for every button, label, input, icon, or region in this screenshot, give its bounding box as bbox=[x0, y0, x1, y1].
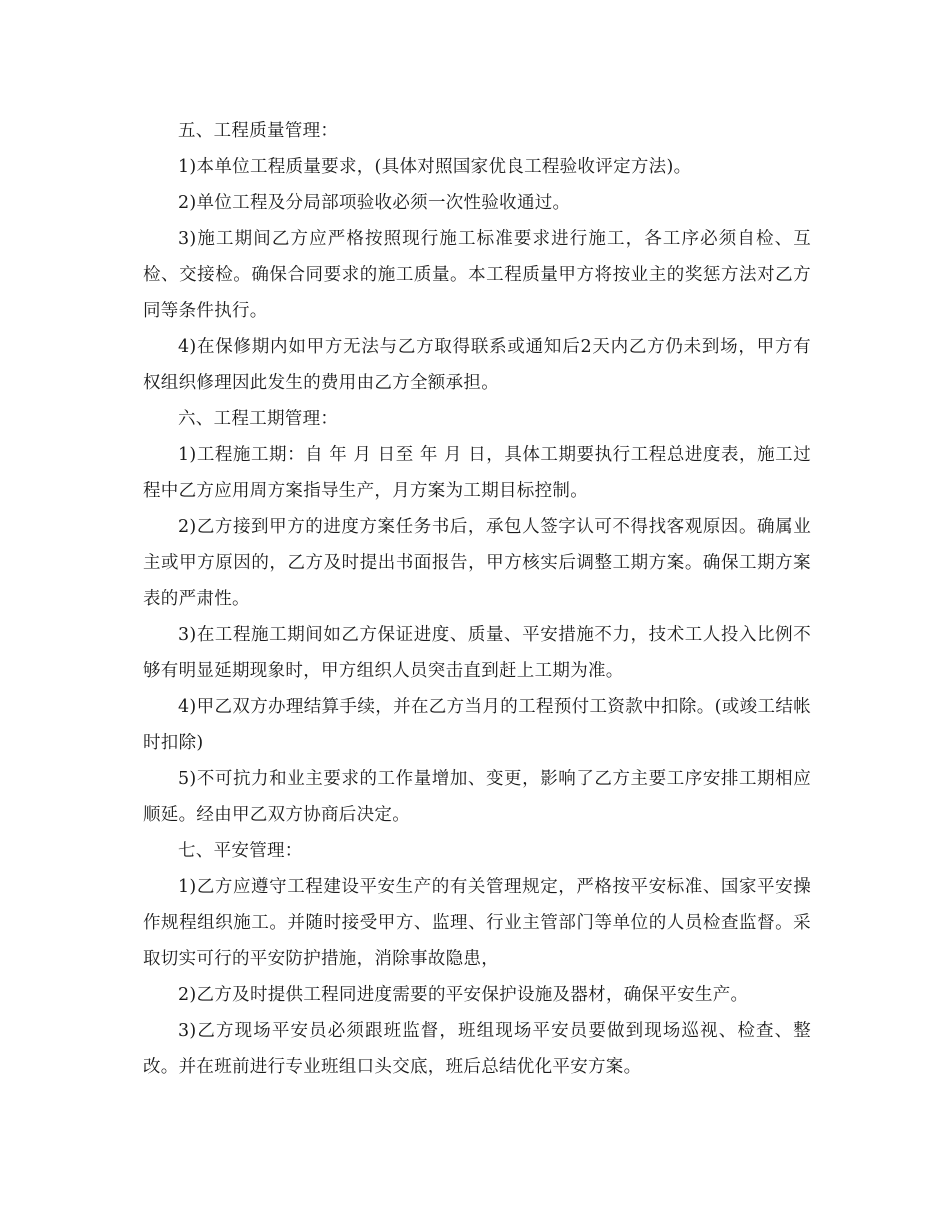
paragraph: 2)乙方接到甲方的进度方案任务书后，承包人签字认可不得找客观原因。确属业主或甲方原因的，乙方及时提出书面报告，甲方核实后调整工期方案。确保工期方案表的严肃性。 bbox=[143, 517, 811, 609]
paragraph: 1)工程施工期：自 年 月 日至 年 月 日，具体工期要执行工程总进度表，施工过程中乙方应用周方案指导生产，月方案为工期目标控制。 bbox=[143, 445, 811, 501]
section-heading-quality: 五、工程质量管理： bbox=[178, 121, 339, 141]
paragraph: 1)本单位工程质量要求，(具体对照国家优良工程验收评定方法)。 bbox=[178, 157, 692, 177]
paragraph: 5)不可抗力和业主要求的工作量增加、变更，影响了乙方主要工序安排工期相应顺延。经由甲乙双方协商后决定。 bbox=[143, 769, 811, 825]
paragraph: 4)甲乙双方办理结算手续，并在乙方当月的工程预付工资款中扣除。(或竣工结帐时扣除) bbox=[143, 697, 811, 753]
paragraph: 1)乙方应遵守工程建设平安生产的有关管理规定，严格按平安标准、国家平安操作规程组织施工。并随时接受甲方、监理、行业主管部门等单位的人员检查监督。采取切实可行的平安防护措施，消除事故隐患， bbox=[143, 877, 811, 969]
paragraph: 3)施工期间乙方应严格按照现行施工标准要求进行施工，各工序必须自检、互检、交接检。确保合同要求的施工质量。本工程质量甲方将按业主的奖惩方法对乙方同等条件执行。 bbox=[143, 229, 811, 321]
paragraph: 3)在工程施工期间如乙方保证进度、质量、平安措施不力，技术工人投入比例不够有明显延期现象时，甲方组织人员突击直到赶上工期为准。 bbox=[143, 625, 811, 681]
paragraph: 3)乙方现场平安员必须跟班监督，班组现场平安员要做到现场巡视、检查、整改。并在班前进行专业班组口头交底，班后总结优化平安方案。 bbox=[143, 1021, 811, 1077]
section-heading-schedule: 六、工程工期管理： bbox=[178, 409, 339, 429]
document-body bbox=[143, 113, 811, 1085]
paragraph: 2)乙方及时提供工程同进度需要的平安保护设施及器材，确保平安生产。 bbox=[178, 985, 749, 1005]
section-heading-safety: 七、平安管理： bbox=[178, 841, 303, 861]
paragraph: 2)单位工程及分局部项验收必须一次性验收通过。 bbox=[178, 193, 571, 213]
paragraph: 4)在保修期内如甲方无法与乙方取得联系或通知后2天内乙方仍未到场，甲方有权组织修理因此发生的费用由乙方全额承担。 bbox=[143, 337, 811, 393]
